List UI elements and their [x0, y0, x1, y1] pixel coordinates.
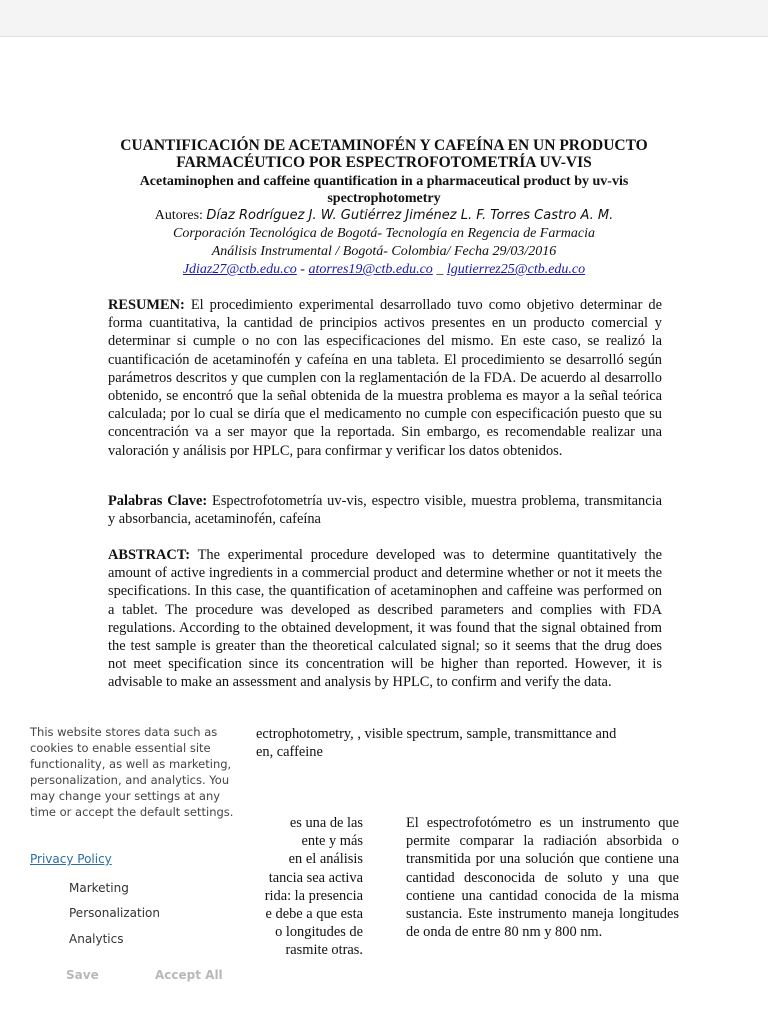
left-column-line: ente y más [301, 833, 363, 850]
resumen-paragraph [108, 296, 662, 460]
keywords-paragraph [108, 492, 662, 528]
resumen-text: El procedimiento experimental desarrollado tuvo como objetivo determinar de forma cuantitativa, la cantidad de principios activos presentes en un producto comercial y determinar si cumple o no con las especificaciones del mismo. En este caso, se realizó la cuantificación de acetaminofén y cafeína en una tableta. El procedimiento se desarrolló según parámetros descritos y que cumplen con la reglamentación de la FDA. De acuerdo al desarrollo obtenido, se encontró que la señal obtenida de la muestra problema es mayor a la señal teórica calculada; por lo cual se diría que el medicamento no cumple con especificación puesto que su concentración va a ser mayor que la reportada. Sin embargo, es recomendable realizar una valoración y análisis por HPLC, para confirmar y verificar los datos obtenidos. [108, 297, 662, 459]
location-date: Análisis Instrumental / Bogotá- Colombia/ Fecha 29/03/2016 [211, 244, 557, 259]
email-link-3[interactable]: lgutierrez25@ctb.edu.co [446, 262, 586, 277]
left-column-line: o longitudes de [275, 924, 363, 941]
left-column-line: e debe a que esta [265, 906, 363, 923]
affiliation: Corporación Tecnológica de Bogotá- Tecnología en Regencia de Farmacia [172, 226, 595, 241]
subtitle-line-2: spectrophotometry [327, 191, 441, 206]
title-line-2: FARMACÉUTICO POR ESPECTROFOTOMETRÍA UV-VIS [176, 154, 592, 171]
keywords-en-line-1: ectrophotometry, , visible spectrum, sample, transmittance and [256, 726, 617, 742]
email-link-1[interactable]: Jdiaz27@ctb.edu.co [182, 262, 297, 277]
abstract-text: The experimental procedure developed was to determine quantitatively the amount of active ingredients in a commercial product and determine whether or not it meets the specifications. In this case, the quantification of acetaminophen and caffeine was performed on a tablet. The procedure was developed as described parameters and complies with FDA regulations. According to the obtained development, it was found that the signal obtained from the test sample is greater than the theoretical calculated signal; so it seems that the drug does not meet specification since its concentration will be higher than reported. However, it is advisable to make an assessment and analysis by HPLC, to confirm and verify the data. [108, 547, 662, 691]
abstract-paragraph [108, 546, 662, 692]
subtitle-line-1: Acetaminophen and caffeine quantification in a pharmaceutical product by uv-vis [139, 174, 629, 189]
cookie-option-personalization[interactable]: Personalization [69, 906, 160, 920]
intro-right-column: El espectrofotómetro es un instrumento que permite comparar la radiación absorbida o transmitida por una solución que contiene una cantidad desconocida de soluto y una que contiene una cantidad conocida de la misma sustancia. Este instrumento maneja longitudes de onda de entre 80 nm y 800 nm. [406, 815, 679, 941]
left-column-line: en el análisis [288, 851, 363, 868]
save-button[interactable]: Save [66, 968, 99, 982]
cookie-option-marketing[interactable]: Marketing [69, 881, 129, 895]
keywords-text: Espectrofotometría uv-vis, espectro visible, muestra problema, transmitancia y absorbancia, acetaminofén, cafeína [108, 493, 662, 528]
left-column-line: es una de las [289, 815, 363, 831]
title-line-1: CUANTIFICACIÓN DE ACETAMINOFÉN Y CAFEÍNA EN UN PRODUCTO [120, 137, 648, 154]
resumen-label: RESUMEN: [108, 297, 185, 313]
privacy-policy-link[interactable]: Privacy Policy [30, 852, 112, 866]
left-column-line: rasmite otras. [285, 942, 363, 959]
left-column-line: tancia sea activa [268, 869, 363, 886]
authors-names: Díaz Rodríguez J. W. Gutiérrez Jiménez L. F. Torres Castro A. M. [206, 208, 614, 223]
keywords-label: Palabras Clave: [108, 493, 208, 509]
top-bar [0, 0, 768, 37]
email-link-2[interactable]: atorres19@ctb.edu.co [308, 262, 433, 277]
intro-left-column [256, 814, 363, 960]
keywords-en-line-2: en, caffeine [256, 744, 323, 760]
left-column-line: rida: la presencia [264, 887, 363, 904]
cookie-option-analytics[interactable]: Analytics [69, 932, 124, 946]
email-separator: _ [432, 262, 447, 277]
authors-label: Autores: [154, 208, 207, 223]
email-separator: - [296, 262, 309, 277]
cookie-message: This website stores data such as cookies to enable essential site functionality, as well as marketing, personalization, and analytics. You may change your settings at any time or accept the default settings. [30, 725, 234, 819]
cookie-consent-panel [0, 716, 250, 1024]
accept-all-button[interactable]: Accept All [155, 968, 223, 982]
authors [60, 207, 708, 225]
abstract-label: ABSTRACT: [108, 547, 191, 563]
emails [60, 261, 708, 279]
